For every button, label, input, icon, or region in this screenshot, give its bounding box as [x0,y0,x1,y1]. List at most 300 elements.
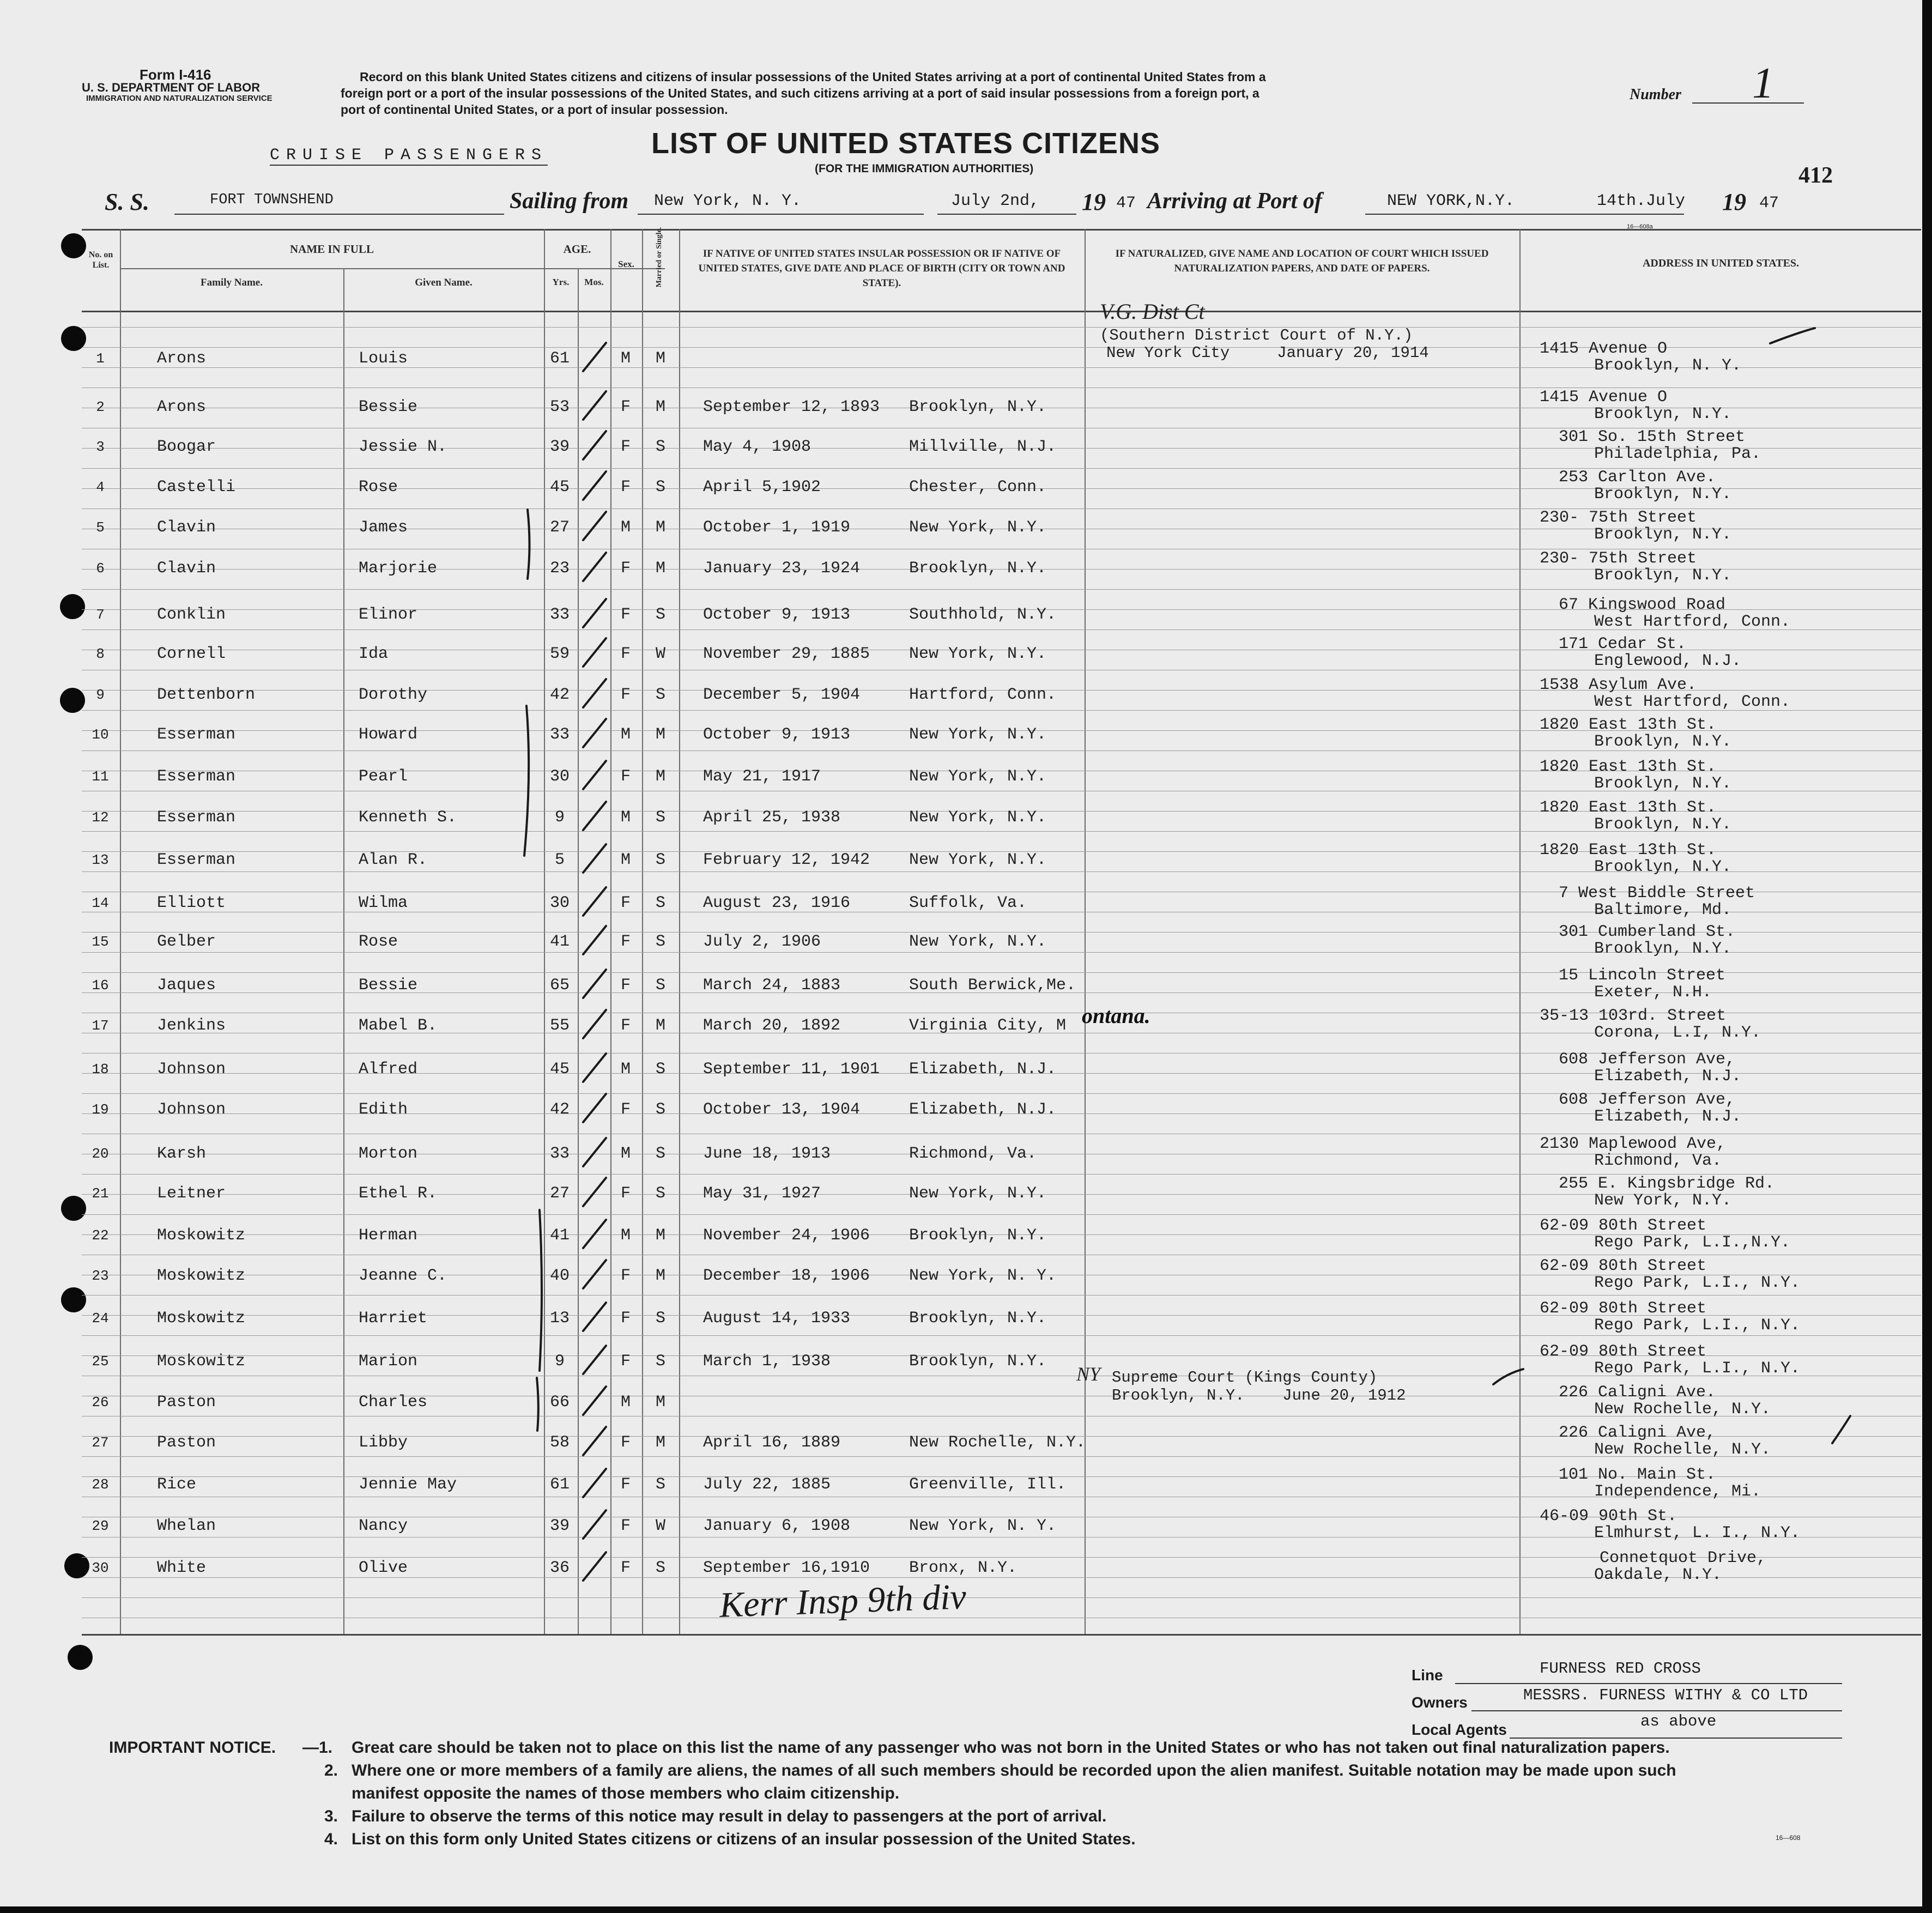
check-mark [583,926,606,954]
age-years: 42 [549,1100,570,1119]
sex: M [620,518,631,537]
age-years: 59 [549,645,570,663]
sex: F [620,1016,631,1035]
header-sex: Sex. [618,259,634,269]
marital-status: S [655,808,665,827]
check-mark [583,802,606,830]
given-name: Rose [359,933,398,951]
header-mos: Mos. [584,277,604,287]
given-name: Marjorie [359,559,438,578]
age-years: 33 [549,725,570,744]
family-name: Johnson [157,1060,226,1079]
family-name: Castelli [157,478,236,497]
sex: F [620,933,631,951]
birth-date: September 11, 1901 [703,1060,880,1079]
given-name: Jessie N. [359,438,447,456]
family-name: Paston [157,1433,216,1452]
address-line-1: 35-13 103rd. Street [1540,1007,1727,1025]
address-line-2: Rego Park, L.I., N.Y. [1594,1359,1801,1378]
given-name: Rose [359,478,398,497]
family-name: Paston [157,1393,216,1412]
row-number: 7 [96,607,105,623]
birth-place: New York, N. Y. [909,1517,1057,1535]
birth-date: November 24, 1906 [703,1226,870,1245]
address-line-1: 1820 East 13th St. [1540,841,1717,859]
notice-text-2b: manifest opposite the names of those members who claim citizenship. [352,1784,900,1802]
birth-place: Southhold, N.Y. [909,606,1057,624]
birth-date: May 21, 1917 [703,767,821,786]
notice-num-1: —1. [302,1739,333,1757]
sex: F [620,606,631,624]
birth-place: South Berwick,Me. [909,976,1076,995]
handwritten-note-row1: V.G. Dist Ct [1100,299,1205,324]
age-years: 61 [549,1475,570,1494]
row-number: 6 [96,560,105,577]
check-mark [583,1094,606,1122]
address-line-2: Brooklyn, N. Y. [1594,356,1742,375]
birth-place: Millville, N.J. [909,438,1057,456]
family-name: Dettenborn [157,686,256,704]
check-mark [583,1303,606,1331]
page-subtitle: (FOR THE IMMIGRATION AUTHORITIES) [815,162,1034,175]
address-line-2: Philadelphia, Pa. [1594,445,1761,463]
age-years: 13 [549,1309,570,1328]
birth-place: Virginia City, M [909,1016,1067,1035]
birth-place: Chester, Conn. [909,478,1047,497]
agents-label: Local Agents [1412,1721,1507,1738]
marital-status: M [655,349,665,368]
sex: F [620,767,631,786]
birth-place: Greenville, Ill. [909,1475,1067,1494]
age-years: 53 [549,398,570,416]
birth-place: New York, N.Y. [909,851,1047,869]
address-line-1: 67 Kingswood Road [1559,596,1726,614]
birth-place: New York, N.Y. [909,725,1047,744]
family-name: Johnson [157,1100,226,1119]
age-years: 65 [549,976,570,995]
owners-value: MESSRS. FURNESS WITHY & CO LTD [1523,1686,1808,1704]
address-line-2: Brooklyn, N.Y. [1594,940,1732,958]
check-mark [583,391,606,420]
row-number: 8 [96,646,105,662]
sex: M [620,808,631,827]
age-years: 39 [549,438,570,456]
row-number: 23 [92,1268,109,1284]
age-years: 45 [549,1060,570,1079]
family-name: Conklin [157,606,226,624]
given-name: Howard [359,725,418,744]
address-line-1: 1538 Asylum Ave. [1540,676,1697,694]
given-name: Ethel R. [359,1184,438,1203]
number-label: Number [1630,86,1681,103]
given-name: Jennie May [359,1475,457,1494]
address-line-1: 301 Cumberland St. [1559,923,1736,941]
agents-value: as above [1640,1712,1717,1730]
address-line-1: Connetquot Drive, [1600,1549,1767,1567]
sex: M [620,1226,631,1245]
marital-status: S [655,1184,665,1203]
row-number: 18 [92,1061,109,1077]
sex: M [620,1145,631,1163]
family-name: Moskowitz [157,1226,246,1245]
given-name: Bessie [359,976,418,995]
sex: F [620,559,631,578]
birth-place: Brooklyn, N.Y. [909,1309,1047,1328]
sex: M [620,349,631,368]
page-stamp-number: 412 [1798,163,1833,188]
instruction-line-1: Record on this blank United States citizens and citizens of insular possessions of the United States arriving at a port of continental United States from a [360,70,1266,84]
notice-text-4: List on this form only United States citizens or citizens of an insular possession of the United States. [352,1830,1136,1848]
family-name: Esserman [157,808,236,827]
address-line-1: 62-09 80th Street [1540,1299,1707,1318]
address-line-1: 255 E. Kingsbridge Rd. [1559,1175,1775,1193]
arriving-port: NEW YORK,N.Y. [1387,192,1515,210]
marital-status: S [655,438,665,456]
check-mark [583,1260,606,1288]
header-age: AGE. [563,243,591,256]
marital-status: S [655,1145,665,1163]
sex: F [620,1184,631,1203]
given-name: Marion [359,1352,418,1371]
address-line-2: New Rochelle, N.Y. [1594,1400,1771,1419]
arriving-year-prefix: 19 [1722,189,1746,215]
address-line-2: Brooklyn, N.Y. [1594,815,1732,834]
birth-date: March 24, 1883 [703,976,841,995]
marital-status: M [655,1393,665,1412]
sex: F [620,1559,631,1577]
age-years: 45 [549,478,570,497]
address-line-1: 1415 Avenue O [1540,388,1668,407]
marital-status: S [655,1309,665,1328]
sex: F [620,478,631,497]
marital-status: M [655,398,665,416]
sailing-from: New York, N. Y. [654,192,802,210]
birth-place: New York, N.Y. [909,767,1047,786]
sailing-year-prefix: 19 [1082,189,1106,215]
instruction-line-2: foreign port or a port of the insular possessions of the United States, and such citizens arriving at a port of said insular possessions from a foreign port, a [341,86,1259,100]
marital-status: S [655,1559,665,1577]
address-line-2: Richmond, Va. [1594,1152,1722,1170]
header-no: No. on List. [88,250,113,270]
given-name: Wilma [359,894,408,912]
family-name: Cornell [157,645,226,663]
marital-status: M [655,767,665,786]
birth-date: October 13, 1904 [703,1100,861,1119]
row-number: 15 [92,934,109,950]
row-number: 11 [92,768,109,785]
marital-status: S [655,1352,665,1371]
check-mark [583,1220,606,1248]
instruction-line-3: port of continental United States, or a port of insular possession. [341,102,728,117]
address-line-1: 608 Jefferson Ave, [1559,1091,1736,1109]
address-line-2: Elmhurst, L. I., N.Y. [1594,1524,1801,1542]
check-mark [583,1469,606,1497]
naturalization-date-row1: New York City January 20, 1914 [1106,344,1429,362]
birth-place: Suffolk, Va. [909,894,1027,912]
check-mark [583,970,606,998]
given-name: Charles [359,1393,428,1412]
given-name: Edith [359,1100,408,1119]
given-name: Pearl [359,767,408,786]
row-number: 1 [96,350,105,367]
marital-status: S [655,606,665,624]
address-line-2: Brooklyn, N.Y. [1594,732,1732,751]
age-years: 61 [549,349,570,368]
marital-status: M [655,1433,665,1452]
given-name: Bessie [359,398,418,416]
family-name: Karsh [157,1145,207,1163]
birth-place: Bronx, N.Y. [909,1559,1018,1577]
header-birth: IF NATIVE OF UNITED STATES INSULAR POSSESSION OR IF NATIVE OF UNITED STATES, GIVE DATE AND PLACE OF BIRTH (CITY OR TOWN AND STATE). [698,248,1065,289]
address-line-1: 301 So. 15th Street [1559,428,1746,446]
age-years: 30 [549,894,570,912]
header-family-name: Family Name. [201,277,263,288]
birth-place: New Rochelle, N.Y. [909,1433,1086,1452]
birth-date: April 25, 1938 [703,808,841,827]
address-line-1: 62-09 80th Street [1540,1216,1707,1235]
row-number: 30 [92,1560,109,1576]
given-name: Harriet [359,1309,428,1328]
birth-place: Brooklyn, N.Y. [909,559,1047,578]
address-line-2: West Hartford, Conn. [1594,613,1791,631]
age-years: 9 [554,1352,565,1371]
given-name: Nancy [359,1517,408,1535]
row-number: 12 [92,809,109,826]
marital-status: S [655,686,665,704]
birth-date: May 4, 1908 [703,438,811,456]
birth-date: April 5,1902 [703,478,821,497]
notice-text-2: Where one or more members of a family are aliens, the names of all such members should be recorded upon the alien manifest. Suitable notation may be made upon such [352,1761,1676,1779]
given-name: Morton [359,1145,418,1163]
header-married-single: Married or Single. [655,227,663,288]
marital-status: S [655,851,665,869]
naturalization-court-row26: Supreme Court (Kings County) [1112,1369,1378,1387]
address-line-1: 62-09 80th Street [1540,1257,1707,1275]
line-underline [1455,1683,1842,1684]
address-line-1: 46-09 90th St. [1540,1507,1677,1525]
sex: F [620,1475,631,1494]
address-line-2: Brooklyn, N.Y. [1594,485,1732,504]
row-number: 14 [92,895,109,911]
birth-place: Hartford, Conn. [909,686,1057,704]
address-line-2: New York, N.Y. [1594,1191,1732,1210]
row-number: 25 [92,1353,109,1370]
family-name: Moskowitz [157,1309,246,1328]
birth-date: September 12, 1893 [703,398,880,416]
check-mark [583,1346,606,1374]
address-line-1: 15 Lincoln Street [1559,966,1726,985]
row-number: 21 [92,1185,109,1202]
address-line-1: 608 Jefferson Ave, [1559,1050,1736,1069]
address-line-1: 7 West Biddle Street [1559,884,1755,903]
address-line-2: Rego Park, L.I.,N.Y. [1594,1233,1791,1252]
check-mark [583,1387,606,1415]
given-name: Elinor [359,606,418,624]
birth-place: New York, N.Y. [909,518,1047,537]
row-number: 3 [96,439,105,455]
marital-status: M [655,518,665,537]
check-mark [583,638,606,667]
marital-status: M [655,1016,665,1035]
address-line-2: West Hartford, Conn. [1594,693,1791,711]
owners-label: Owners [1412,1694,1468,1711]
marital-status: W [655,1517,665,1535]
sex: M [620,1393,631,1412]
row-number: 26 [92,1394,109,1410]
row-number: 27 [92,1434,109,1451]
age-years: 27 [549,518,570,537]
birth-date: July 2, 1906 [703,933,821,951]
birth-date: January 6, 1908 [703,1517,851,1535]
family-name: Esserman [157,767,236,786]
sex: F [620,1309,631,1328]
row-number: 2 [96,399,105,415]
birth-date: November 29, 1885 [703,645,870,663]
given-name: Libby [359,1433,408,1452]
sailing-year: 47 [1116,194,1136,213]
sex: F [620,1267,631,1285]
birth-date: April 16, 1889 [703,1433,841,1452]
address-line-2: Brooklyn, N.Y. [1594,405,1732,423]
address-line-2: Brooklyn, N.Y. [1594,525,1732,544]
birth-place: Brooklyn, N.Y. [909,1352,1047,1371]
birth-date: October 9, 1913 [703,725,851,744]
sex: M [620,725,631,744]
check-mark [583,343,606,371]
marital-status: M [655,725,665,744]
age-years: 30 [549,767,570,786]
marital-status: S [655,478,665,497]
check-mark [583,887,606,916]
given-name: James [359,518,408,537]
sex: F [620,645,631,663]
row-number: 16 [92,977,109,994]
birth-place: New York, N.Y. [909,1184,1047,1203]
form-code: 16—608 [1776,1834,1801,1842]
naturalization-date-row26: Brooklyn, N.Y. June 20, 1912 [1112,1387,1406,1405]
birth-date: June 18, 1913 [703,1145,831,1163]
address-line-1: 171 Cedar St. [1559,635,1687,653]
marital-status: S [655,1060,665,1079]
birth-date: August 14, 1933 [703,1309,851,1328]
sex: F [620,438,631,456]
marital-status: S [655,976,665,995]
form-number: Form I-416 [140,66,211,83]
age-years: 27 [549,1184,570,1203]
notice-num-2: 2. [324,1761,338,1779]
check-mark [583,719,606,747]
marital-status: S [655,1475,665,1494]
check-mark [583,599,606,627]
birth-place: New York, N.Y. [909,808,1047,827]
line-label: Line [1412,1667,1443,1684]
given-name: Alan R. [359,851,428,869]
marital-status: S [655,1100,665,1119]
birth-date: December 5, 1904 [703,686,861,704]
row-number: 24 [92,1310,109,1327]
address-line-1: 1820 East 13th St. [1540,758,1717,776]
address-line-2: Englewood, N.J. [1594,652,1742,670]
sailing-label: Sailing from [510,189,629,214]
marital-status: S [655,933,665,951]
birth-date: February 12, 1942 [703,851,870,869]
family-name: Jenkins [157,1016,226,1035]
family-name: Arons [157,398,207,416]
address-line-2: Independence, Mi. [1594,1482,1761,1501]
row-number: 17 [92,1018,109,1034]
family-name: Esserman [157,725,236,744]
row-number: 13 [92,852,109,868]
sex: M [620,1060,631,1079]
header-name-in-full: NAME IN FULL [289,243,374,256]
age-years: 36 [549,1559,570,1577]
address-line-1: 1820 East 13th St. [1540,716,1717,734]
marital-status: W [655,645,665,663]
sex: M [620,851,631,869]
row-number: 20 [92,1146,109,1162]
naturalization-court-row1: (Southern District Court of N.Y.) [1100,326,1413,344]
owners-underline [1471,1710,1842,1711]
family-name: Boogar [157,438,216,456]
address-line-2: Brooklyn, N.Y. [1594,774,1732,793]
sex: F [620,1100,631,1119]
address-line-1: 230- 75th Street [1540,508,1697,527]
address-line-1: 101 No. Main St. [1559,1466,1716,1484]
birth-place: New York, N.Y. [909,645,1047,663]
age-years: 66 [549,1393,570,1412]
printer-mark: 16—608a [1627,223,1653,230]
birth-date: October 1, 1919 [703,518,851,537]
age-years: 23 [549,559,570,578]
service-name: IMMIGRATION AND NATURALIZATION SERVICE [86,94,272,103]
address-line-1: 2130 Maplewood Ave, [1540,1135,1727,1153]
given-name: Jeanne C. [359,1267,447,1285]
row-number: 9 [96,687,105,703]
family-name: Moskowitz [157,1352,246,1371]
birth-date: March 20, 1892 [703,1016,841,1035]
sex: F [620,976,631,995]
given-name: Louis [359,349,408,368]
birth-place: New York, N. Y. [909,1267,1057,1285]
sex: F [620,1352,631,1371]
address-line-2: Brooklyn, N.Y. [1594,858,1732,876]
notice-num-4: 4. [324,1830,338,1848]
address-line-2: Elizabeth, N.J. [1594,1107,1742,1126]
sex: F [620,686,631,704]
handwritten-note-row26: NY [1076,1363,1101,1385]
marital-status: M [655,1267,665,1285]
given-name: Ida [359,645,389,663]
marital-status: M [655,559,665,578]
check-mark [583,471,606,500]
birth-place: Brooklyn, N.Y. [909,398,1047,416]
age-years: 42 [549,686,570,704]
sex: F [620,894,631,912]
sex: F [620,1517,631,1535]
address-line-1: 1415 Avenue O [1540,340,1668,358]
sex: F [620,1433,631,1452]
age-years: 33 [549,606,570,624]
age-years: 41 [549,1226,570,1245]
family-name: Leitner [157,1184,226,1203]
address-line-1: 226 Caligni Ave, [1559,1424,1716,1442]
address-line-2: Rego Park, L.I., N.Y. [1594,1274,1801,1292]
family-name: Elliott [157,894,226,912]
line-value: FURNESS RED CROSS [1540,1660,1701,1678]
age-years: 9 [554,808,565,827]
birth-place: Elizabeth, N.J. [909,1100,1057,1119]
marital-status: S [655,894,665,912]
